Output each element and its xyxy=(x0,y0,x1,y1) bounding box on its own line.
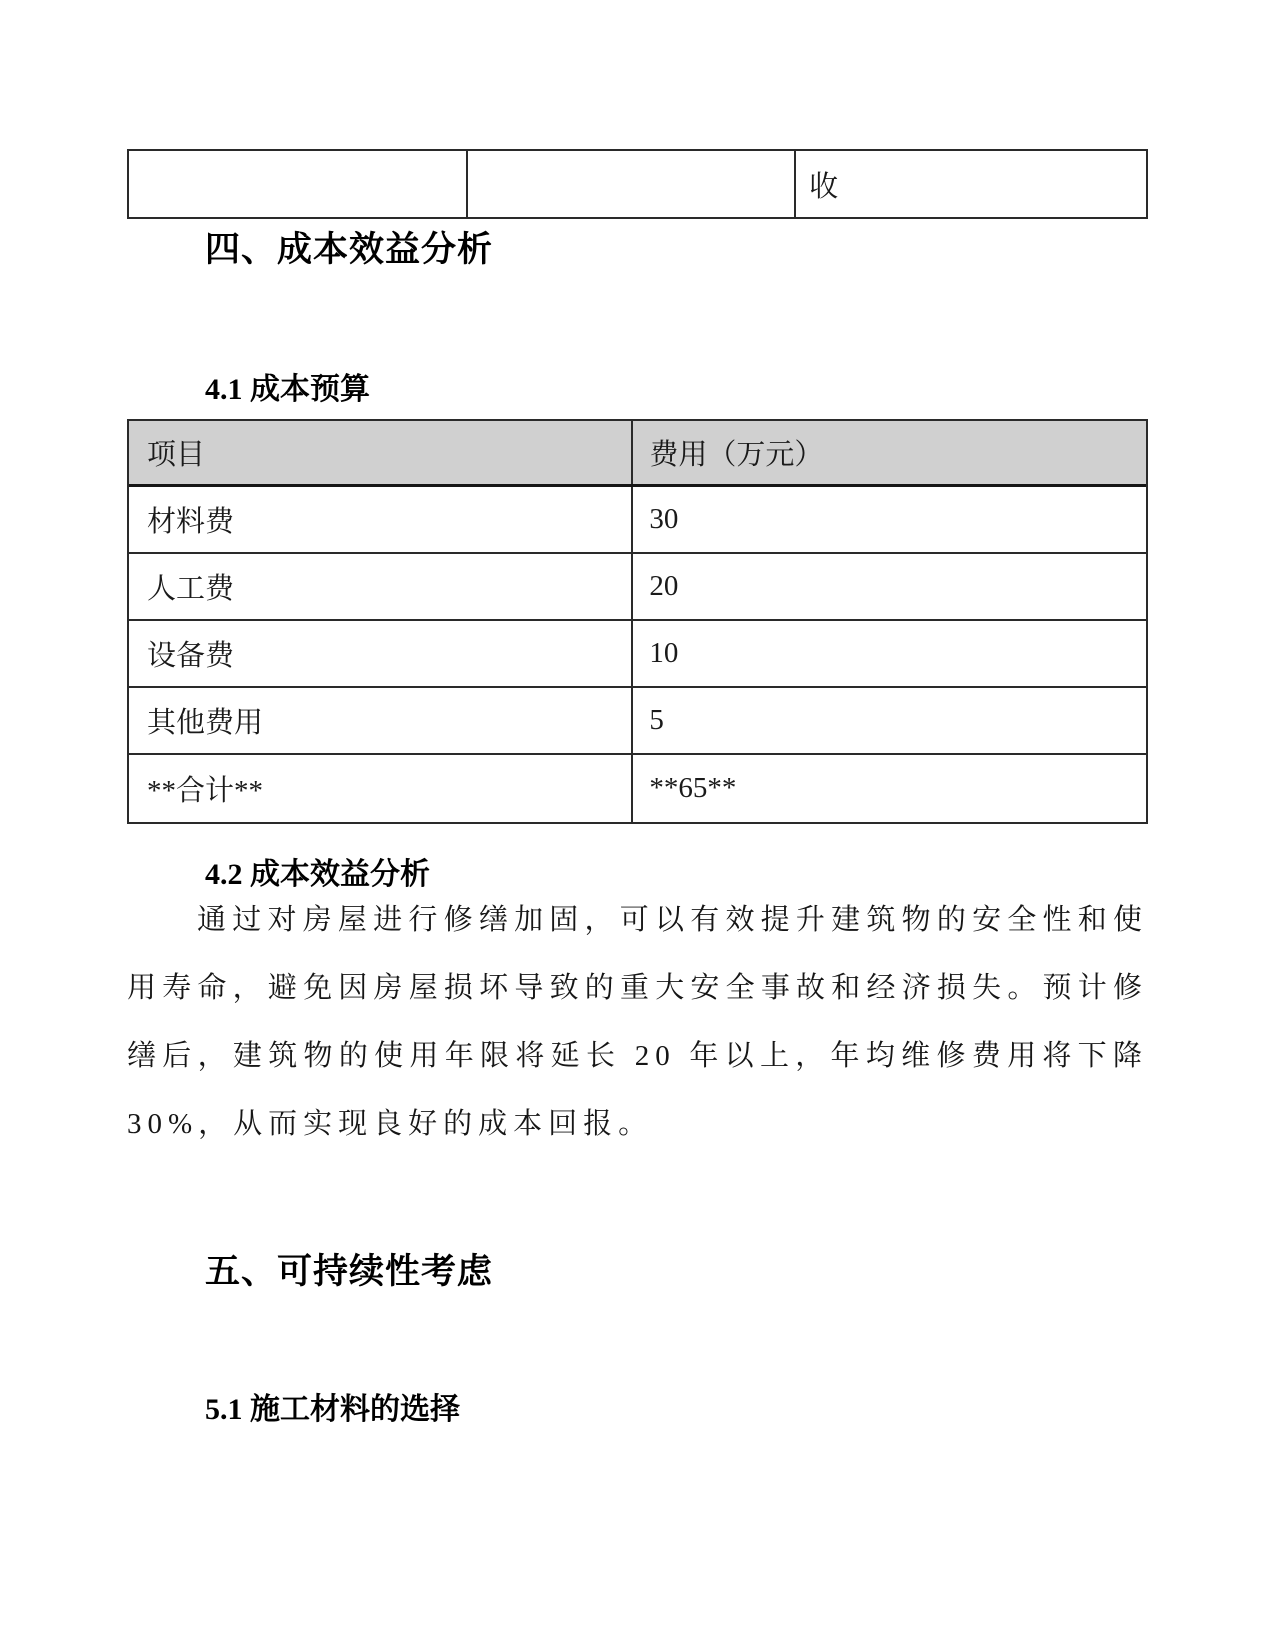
table-row xyxy=(129,554,1146,621)
table-row xyxy=(129,487,1146,554)
budget-cell-total-value: **65** xyxy=(631,755,1146,822)
table-row xyxy=(129,151,1146,217)
budget-table xyxy=(127,419,1148,824)
budget-cell-label: 设备费 xyxy=(147,640,235,672)
section-5-heading: 五、可持续性考虑 xyxy=(205,1252,494,1291)
section-4-2-heading: 4.2 成本效益分析 xyxy=(205,858,430,891)
table-cell-empty-1 xyxy=(129,151,466,217)
budget-cell-label: 材料费 xyxy=(147,506,235,538)
budget-cell-label: 人工费 xyxy=(147,573,235,605)
budget-cell-value: 20 xyxy=(631,554,1146,619)
table-cell-empty-2 xyxy=(466,151,794,217)
section-5-1-heading: 5.1 施工材料的选择 xyxy=(205,1393,460,1426)
table-row xyxy=(129,621,1146,688)
budget-cell-label: 其他费用 xyxy=(147,707,264,739)
table-row-total xyxy=(129,755,1146,822)
section-4-1-heading: 4.1 成本预算 xyxy=(205,373,370,406)
budget-cell-value: 30 xyxy=(631,487,1146,552)
section-4-heading: 四、成本效益分析 xyxy=(205,230,494,269)
budget-cell-total-label: **合计** xyxy=(147,775,264,807)
cost-benefit-paragraph: 通过对房屋进行修缮加固，可以有效提升建筑物的安全性和使用寿命，避免因房屋损坏导致的重大安全事故和经济损失。预计修缮后，建筑物的使用年限将延长 20 年以上，年均维修费用将下降 30%，从而实现良好的成本回报。 xyxy=(127,904,1148,1140)
table-cell-shou: 收 xyxy=(794,151,1146,217)
table-row xyxy=(129,688,1146,755)
continued-table xyxy=(127,149,1148,219)
budget-header-item: 项目 xyxy=(147,439,206,471)
budget-cell-value: 10 xyxy=(631,621,1146,686)
budget-table-header-row xyxy=(129,421,1146,487)
budget-header-cost: 费用（万元） xyxy=(631,421,1146,484)
budget-cell-value: 5 xyxy=(631,688,1146,753)
